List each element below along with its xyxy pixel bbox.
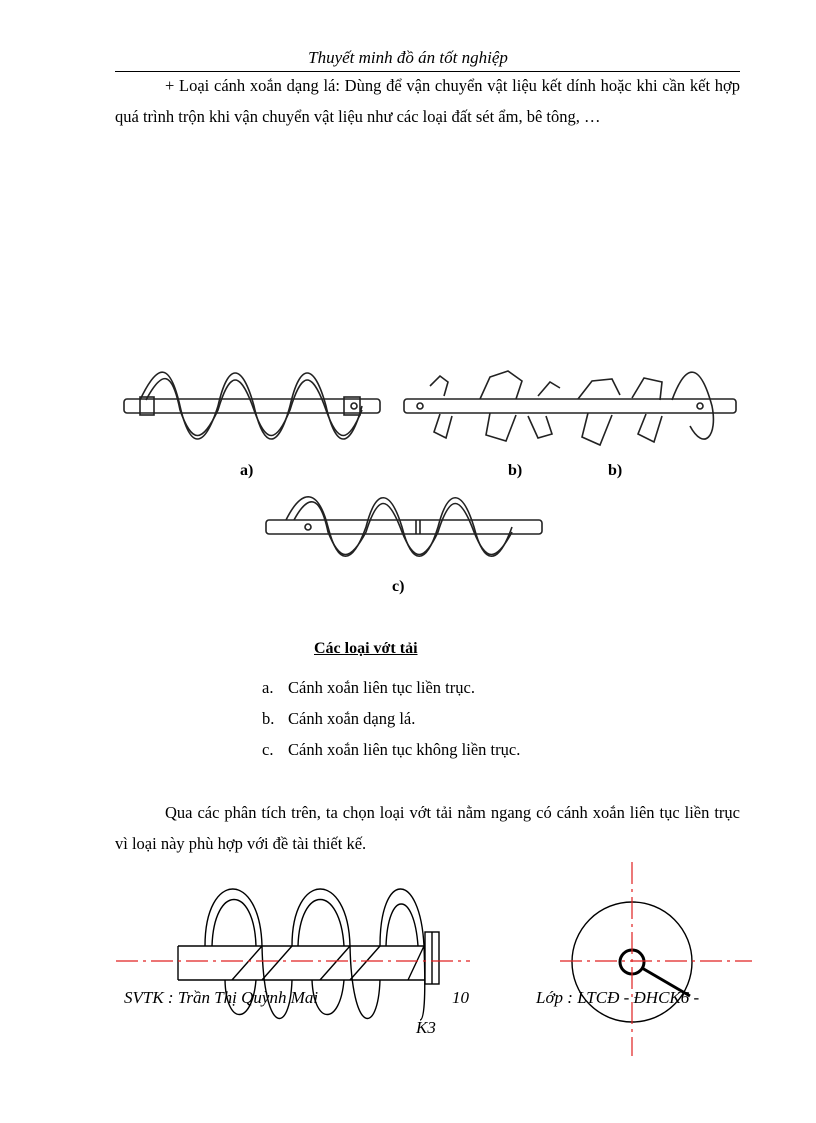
list-item: c. Cánh xoắn liên tục không liền trục. [262,740,521,759]
label-a: a) [240,462,254,479]
screw-figure-c [262,494,546,570]
header-title: Thuyết minh đồ án tốt nghiệp [308,48,508,67]
footer-class: Lớp : LTCĐ - ĐHCK6 - [536,988,700,1007]
screw-figure-a [118,366,386,454]
list-item: a. Cánh xoắn liên tục liền trục. [262,678,475,697]
footer-class-cont: K3 [416,1018,436,1037]
screw-side-view-drawing [0,860,816,1060]
footer-page-number: 10 [452,988,469,1007]
paragraph-leaf-blade: + Loại cánh xoắn dạng lá: Dùng để vận chuyển vật liệu kết dính hoặc khi cần kết hợp quá trình trộn khi vận chuyển vật liệu như các loại đất sét ẩm, bê tông, … [115,76,740,126]
footer-student: SVTK : Trần Thị Quỳnh Mai [124,988,319,1007]
label-c: c) [392,578,405,595]
screw-figure-b [400,366,740,454]
figure-caption: Các loại vớt tải [314,640,418,657]
list-item: b. Cánh xoắn dạng lá. [262,709,416,728]
label-b-1: b) [508,462,523,479]
paragraph-conclusion: Qua các phân tích trên, ta chọn loại vớt tải nằm ngang có cánh xoắn liên tục liền trục vì loại này phù hợp với đề tài thiết kế. [115,803,740,853]
screw-types-list [262,672,520,765]
label-b-2: b) [608,462,623,479]
